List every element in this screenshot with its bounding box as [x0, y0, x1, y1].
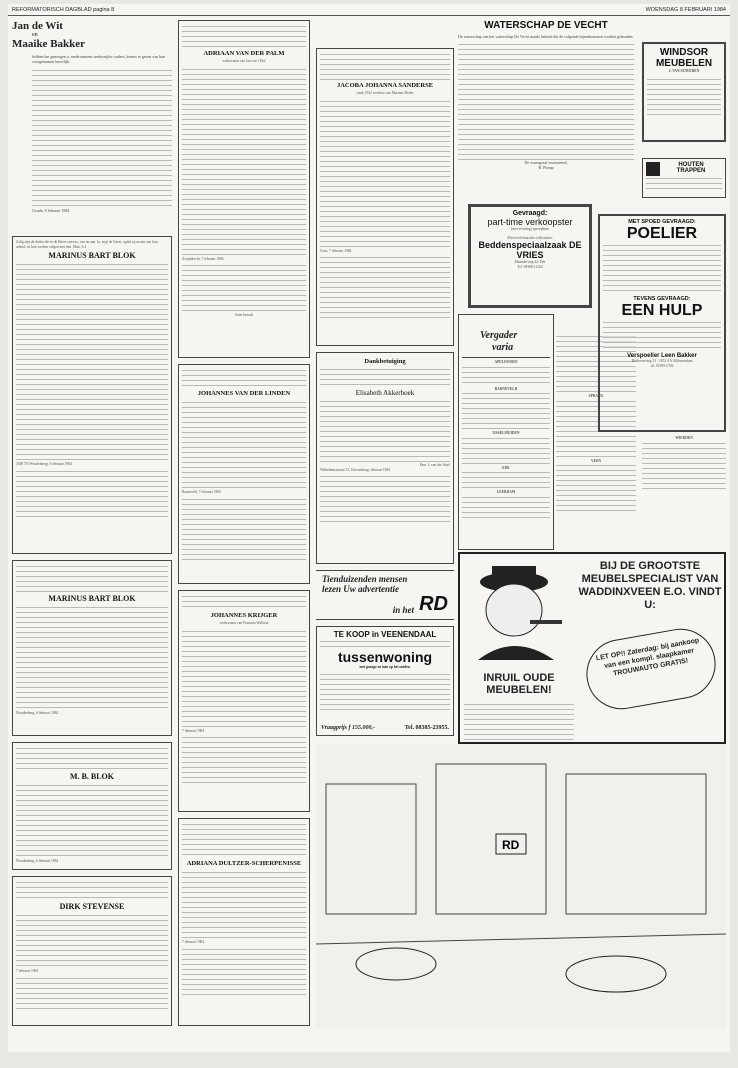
rd-logo: RD [419, 593, 448, 615]
houten-title: HOUTEN [678, 162, 704, 168]
face [486, 584, 542, 636]
waterschap-sign1: De watergraaf voornoemd, [524, 160, 568, 165]
dank-place: Wilhelminastraat 33, Giessenburg, februari 1984 [320, 467, 391, 472]
family-list [16, 913, 168, 969]
waterschap-sign2: R. Plomp [538, 165, 554, 170]
verkoopster-ad [468, 204, 592, 308]
houten-title-2: TRAPPEN [676, 168, 706, 174]
rd-banner [316, 570, 454, 620]
house-type: tussenwoning [337, 649, 433, 665]
windsor-meubelen-ad [642, 42, 726, 142]
illustration-background [316, 744, 726, 1028]
bride-name: Maaike Bakker [12, 38, 86, 50]
obituary-name: ADRIAAN VAN DER PALM [203, 50, 285, 57]
meeting-ede: EDE [502, 465, 510, 470]
obituary-intro [182, 594, 306, 610]
obituary-intro [182, 822, 306, 858]
hat-top [492, 566, 536, 582]
meeting-veen: VEEN [591, 458, 601, 463]
funeral-details [182, 947, 306, 997]
funeral-details [182, 497, 306, 563]
family-list [320, 99, 450, 249]
obituary-subtitle: weduwnaar van Francina Walhout [219, 621, 269, 625]
obituary-blok-1 [12, 236, 172, 554]
waterschap-text: De waterschap van het waterschap De Vecht maakt bekend dat de volgende bijeenkomsten worden gehouden. [458, 34, 634, 39]
funeral-details [16, 469, 168, 519]
street-illustration [316, 744, 726, 1028]
meeting-ijsselmuiden: IJSSELMUIDEN [492, 431, 520, 436]
dank-sign: Fam. J. van der Stoel [419, 463, 450, 467]
dank-title: Dankbetuiging [364, 358, 406, 365]
meeting-apeldoorn-text [462, 365, 550, 387]
gevraagd-label: Gevraagd: [512, 210, 548, 217]
obituary-text [16, 746, 168, 770]
obituary-subtitle: sinds 1932 weduwe van Marinus Bolier [356, 91, 414, 95]
obituary-intro [320, 52, 450, 80]
poelier-ad [598, 214, 726, 432]
waterschap-body [458, 42, 634, 160]
obituary-place: 3300 TN Woudenberg, 6 februari 1984 [16, 462, 72, 467]
family-list [182, 67, 306, 257]
house-for-sale-ad [316, 626, 454, 736]
dank-text [320, 399, 450, 463]
house-price: Vraagprijs f 155.000,- [321, 725, 376, 731]
hulp-heading: TEVENS GEVRAAGD: [633, 296, 691, 302]
family-list [182, 629, 306, 729]
obituary-stevense [12, 876, 172, 1026]
windsor-details [647, 77, 721, 117]
obituary-name: JOHANNES VAN DER LINDEN [197, 390, 291, 397]
bedden-address: Maanderweg 44, Ede [514, 260, 546, 265]
family-list [16, 262, 168, 462]
rd-sign-text: RD [502, 838, 520, 852]
obituary-place: 7 februari 1984 [182, 728, 205, 733]
and-text: en [32, 32, 38, 38]
promo-badge: LET OP!! Zaterdag: bij aankoop van een kompl. slaapkamer TROUWAUTO GRATIS! [581, 623, 721, 715]
meeting-wierden-text [642, 441, 726, 491]
header-right: WOENSDAG 8 FEBRUARI 1984 [645, 7, 726, 13]
family-list [182, 400, 306, 490]
vergader-logo [462, 318, 550, 358]
house-phone: Tel. 08385-23955. [404, 725, 449, 731]
obituary-van-der-palm [178, 20, 310, 358]
obituary-dultzer [178, 818, 310, 1026]
wedding-text: hebben het genoegen u, mede namens wederzijdse ouders, kennis te geven van hun voorgenomen huwelijk. [32, 54, 166, 64]
meeting-barneveld-text [462, 391, 550, 431]
obituary-quote-text [16, 564, 168, 592]
comic-man-portrait [464, 560, 576, 662]
house-intro [320, 639, 450, 649]
rd-banner-line1: Tienduizenden mensen [322, 574, 408, 584]
obituary-name: MARINUS BART BLOK [48, 251, 136, 261]
hulp-text [603, 320, 721, 350]
hulp-title: EEN HULP [621, 302, 703, 319]
windsor-title: WINDSOR [659, 47, 709, 58]
obituary-name: M. B. BLOK [69, 772, 114, 781]
obituary-sanderse [316, 48, 454, 346]
verkoopster-title: part-time verkoopster [487, 217, 573, 227]
obituary-place: Woudenberg, 6 februari 1984 [16, 711, 59, 715]
dank-name: Elisabeth Akkerhoek [355, 389, 415, 397]
coat [478, 646, 554, 660]
family-list [16, 783, 168, 859]
houten-trappen-ad [642, 158, 726, 198]
groom-name: Jan de Wit [12, 20, 63, 32]
meeting-wierden-title: WIERDEN [675, 436, 693, 440]
meeting-leerdam-text [462, 495, 550, 521]
meeting-sprang: SPRANG [588, 394, 604, 398]
poelier-text [603, 243, 721, 293]
obituary-name: JOHANNES KRIJGER [210, 612, 278, 619]
cigar [530, 620, 562, 624]
obituary-place: Goes, 7 februari 1984 [320, 248, 352, 253]
dankbetuiging [316, 352, 454, 564]
rd-banner-line3: in het [392, 605, 414, 615]
obituary-place: 7 februari 1984 [16, 969, 39, 973]
meeting-ijsselmuiden-text [462, 436, 550, 466]
obituary-intro [182, 368, 306, 388]
houten-logo [646, 162, 660, 176]
obituary-place: Zwijndrecht, 7 februari 1984 [182, 256, 224, 261]
rd-banner-line2: lezen Uw advertentie [322, 584, 399, 594]
hulp-address: Blokweerweg 13 - 2953 AA Alblasserdam [631, 359, 693, 363]
obituary-sign: Geen bezoek [234, 313, 254, 318]
family-list [16, 605, 168, 711]
poelier-heading: MET SPOED GEVRAAGD: [628, 219, 696, 225]
funeral-details [182, 735, 306, 787]
varia-word: varia [492, 342, 514, 353]
family-list [182, 870, 306, 940]
funeral-details [16, 976, 168, 1012]
bedden-phone: Tel. 08380-11452 [517, 264, 543, 269]
obituary-krijger [178, 590, 310, 812]
funeral-details [320, 255, 450, 321]
obituary-van-der-linden [178, 364, 310, 584]
house-title: TE KOOP in VEENENDAAL [333, 630, 437, 639]
obituary-name: ADRIANA DULTZER-SCHERPENISSE [186, 860, 302, 867]
obituary-place: Woudenberg, 6 februari 1984 [16, 859, 59, 863]
page-header [8, 4, 730, 16]
meeting-apeldoorn: APELDOORN [494, 360, 518, 364]
obituary-name: MARINUS BART BLOK [48, 594, 136, 603]
obituary-text [16, 880, 168, 900]
hulp-sign: Verspoelier Leen Bakker [627, 353, 697, 359]
inruil-banner: INRUIL OUDE MEUBELEN! [483, 672, 555, 696]
bedden-name: Beddenspeciaalzaak DE VRIES [478, 240, 582, 261]
obituary-blok-3 [12, 742, 172, 870]
wedding-announcement [12, 20, 172, 230]
obituary-subtitle: weduwnaar van Jaa van 't Hof [222, 59, 266, 63]
obituary-place: 7 februari 1984 [182, 940, 205, 944]
vergader-varia [458, 314, 554, 550]
bedden-intro: Alleen telefonische sollicitaties: [506, 235, 554, 240]
meeting-barneveld: BARNEVELD [494, 386, 518, 391]
obituary-place: Barneveld, 7 februari 1984 [182, 490, 221, 494]
vergader-word: Vergader [480, 330, 518, 341]
obituary-name: DIRK STEVENSE [59, 902, 125, 911]
house-details [320, 672, 450, 712]
header-left: REFORMATORISCH DAGBLAD pagina 8 [12, 7, 115, 13]
houten-details [646, 176, 722, 190]
meeting-veen-text [556, 463, 636, 513]
wedding-body-text [32, 68, 172, 208]
dank-text-2 [320, 474, 450, 522]
waterschap-notice [458, 20, 634, 196]
obituary-intro [182, 24, 306, 48]
obituary-quote: Zalig zijn de doden die in de Heere sterven, van nu aan. Ja, zegt de Geest, opdat zij rusten van hun arbeid; en hun werken volgen met hen. Matt. 5:4 [16, 240, 158, 249]
meeting-ede-text [462, 470, 550, 490]
house-subtitle: met garage en tuin op het zuiden. [359, 665, 411, 669]
verkoopster-subtitle: (met ervaring) oproepbaar [511, 227, 549, 231]
newspaper-page [8, 4, 730, 1052]
windsor-owner: J. VAN STAVEREN [668, 69, 700, 73]
hulp-phone: tel. 01859-2702 [650, 363, 674, 368]
obituary-name: JACOBA JOHANNA SANDERSE [336, 82, 434, 89]
wedding-place: Gouda, 8 februari 1984 [32, 208, 70, 213]
funeral-details [182, 263, 306, 313]
obituary-blok-2 [12, 560, 172, 736]
meeting-leerdam: LEERDAM [496, 490, 516, 495]
meeting-wierden [642, 436, 726, 544]
windsor-title-2: MEUBELEN [655, 58, 713, 69]
poelier-title: POELIER [626, 225, 698, 242]
store-address [464, 702, 574, 742]
waterschap-title: WATERSCHAP DE VECHT [484, 20, 608, 31]
dank-intro [320, 367, 450, 387]
meubel-headline: BIJ DE GROOTSTE MEUBELSPECIALIST VAN WADDINXVEEN E.O. VINDT U: [578, 560, 722, 611]
